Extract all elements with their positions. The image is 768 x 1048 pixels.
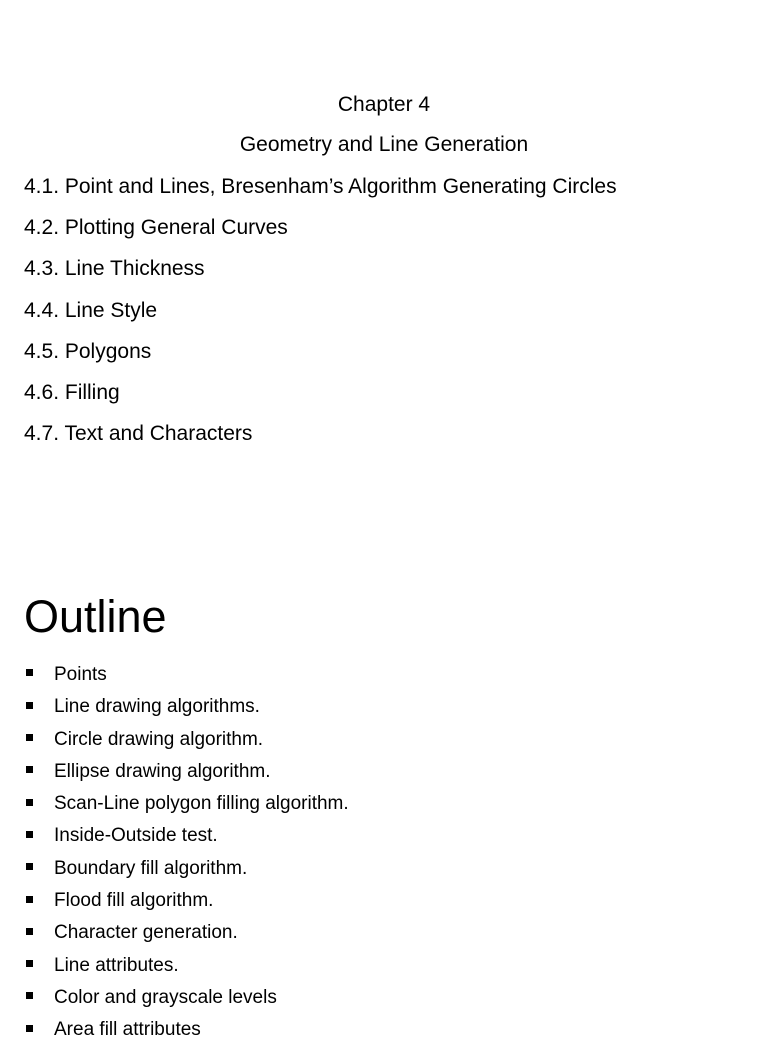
square-bullet-icon (26, 863, 33, 870)
outline-item-label: Points (54, 664, 107, 685)
section-item: 4.2. Plotting General Curves (24, 216, 288, 240)
outline-item (24, 789, 349, 821)
section-item: 4.1. Point and Lines, Bresenham’s Algorithm Generating Circles (24, 175, 617, 198)
outline-item-label: Line drawing algorithms. (54, 696, 260, 718)
square-bullet-icon (26, 669, 33, 676)
outline-item-label: Line attributes. (54, 954, 179, 976)
square-bullet-icon (26, 702, 33, 709)
outline-item-label: Flood fill algorithm. (54, 890, 214, 912)
square-bullet-icon (26, 928, 33, 935)
section-item: 4.6. Filling (24, 380, 120, 404)
outline-item (24, 983, 349, 1015)
square-bullet-icon (26, 896, 33, 903)
square-bullet-icon (26, 766, 33, 773)
outline-item-label: Boundary fill algorithm. (54, 857, 248, 879)
chapter-title: Chapter 4 (337, 93, 431, 116)
outline-item-label: Area fill attributes (54, 1019, 201, 1041)
square-bullet-icon (26, 734, 33, 741)
outline-item (24, 854, 349, 886)
outline-item (24, 692, 349, 724)
square-bullet-icon (26, 992, 33, 999)
outline-list (24, 660, 349, 1048)
section-item: 4.3. Line Thickness (24, 257, 205, 281)
outline-item (24, 725, 349, 757)
section-list (24, 173, 617, 461)
outline-item (24, 886, 349, 918)
chapter-subtitle: Geometry and Line Generation (239, 133, 529, 156)
square-bullet-icon (26, 831, 33, 838)
outline-item-label: Circle drawing algorithm. (54, 728, 264, 750)
outline-item-label: Ellipse drawing algorithm. (54, 760, 271, 782)
outline-item-label: Inside-Outside test. (54, 825, 218, 847)
section-item: 4.4. Line Style (24, 298, 158, 322)
outline-item-label: Color and grayscale levels (54, 986, 277, 1008)
outline-heading: Outline (24, 591, 167, 642)
square-bullet-icon (26, 799, 33, 806)
square-bullet-icon (26, 1025, 33, 1032)
outline-item (24, 918, 349, 950)
outline-item (24, 1015, 349, 1047)
outline-item-label: Scan-Line polygon filling algorithm. (54, 793, 349, 815)
square-bullet-icon (26, 960, 33, 967)
outline-item (24, 757, 349, 789)
section-item: 4.5. Polygons (24, 339, 152, 363)
outline-item-label: Character generation. (54, 922, 238, 944)
section-item: 4.7. Text and Characters (24, 422, 253, 446)
outline-item (24, 660, 349, 692)
outline-item (24, 951, 349, 983)
outline-item (24, 821, 349, 853)
